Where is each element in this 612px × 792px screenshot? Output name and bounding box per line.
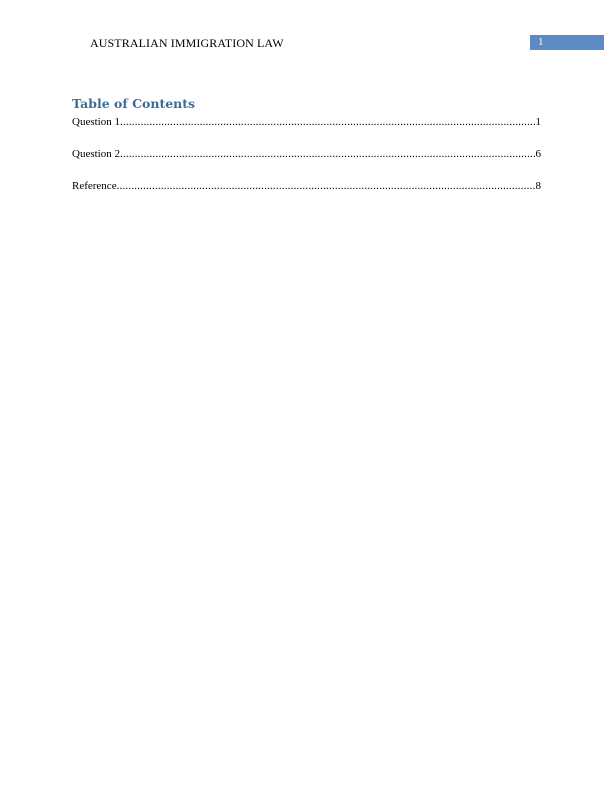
- toc-heading: Table of Contents: [72, 96, 196, 111]
- toc-dot-leader: [120, 116, 536, 129]
- page-number-badge: [530, 35, 604, 50]
- page-number: 1: [538, 36, 544, 48]
- toc-entry-page: 1: [535, 116, 541, 128]
- toc-dot-leader: [117, 180, 536, 193]
- toc-dot-leader: [120, 148, 536, 161]
- running-header-title: AUSTRALIAN IMMIGRATION LAW: [90, 36, 284, 50]
- toc-entry-label: Question 2: [72, 148, 120, 160]
- toc-entry-label: Reference: [72, 180, 117, 192]
- toc-entry-question-2[interactable]: [72, 148, 541, 161]
- toc-entry-question-1[interactable]: [72, 116, 541, 129]
- toc-entry-page: 8: [535, 180, 541, 192]
- toc-entry-label: Question 1: [72, 116, 120, 128]
- toc-entry-reference[interactable]: [72, 180, 541, 193]
- toc-entry-page: 6: [535, 148, 541, 160]
- toc-list: [72, 116, 541, 212]
